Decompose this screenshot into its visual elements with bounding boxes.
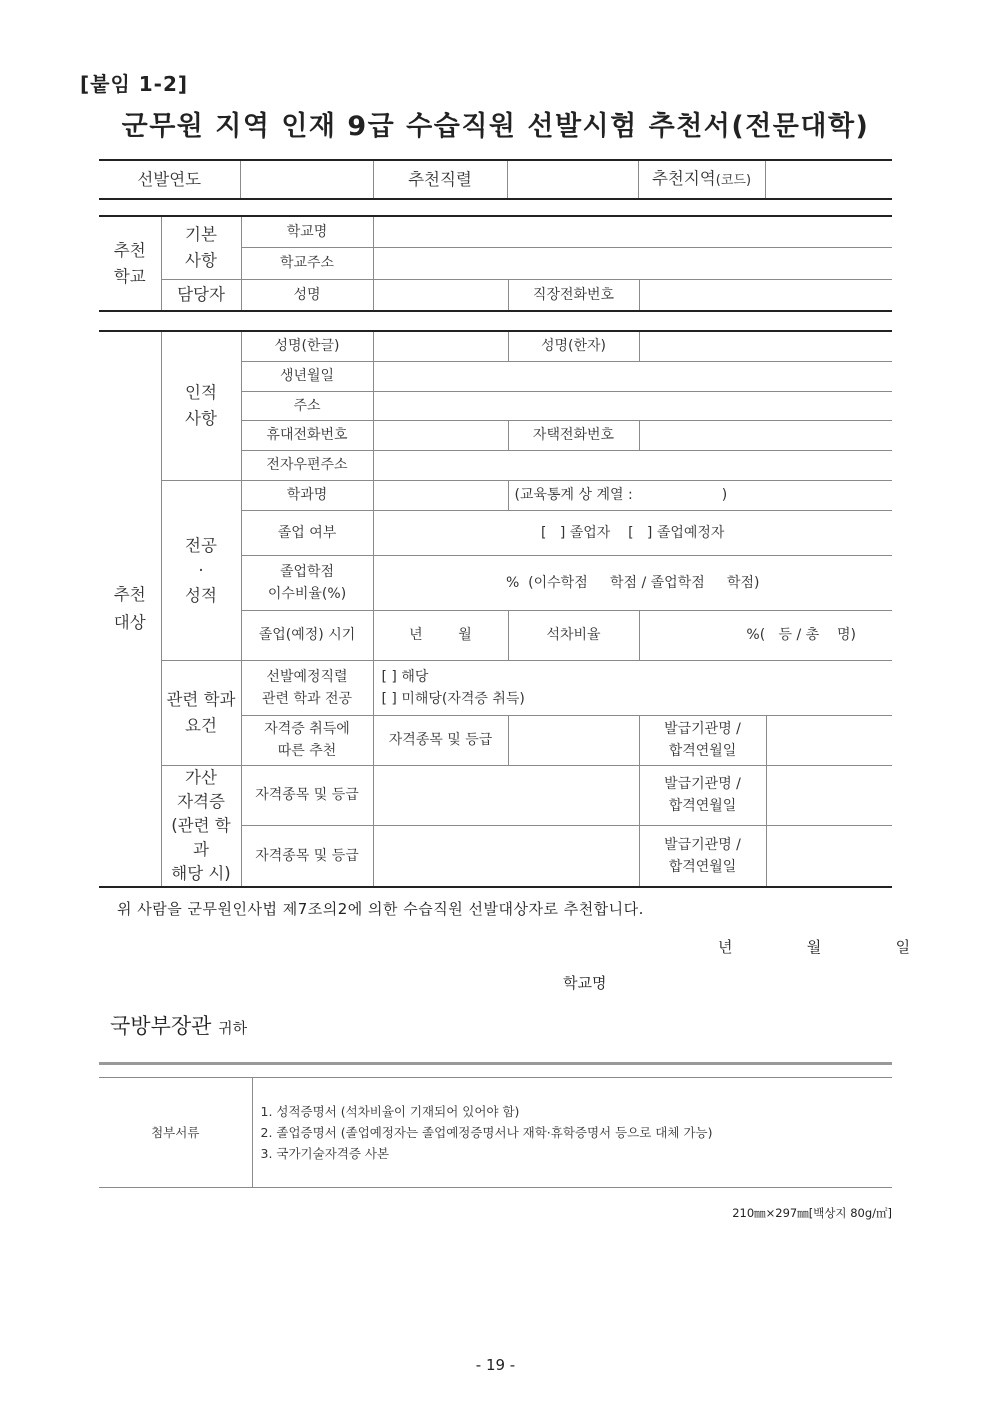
home-phone-field[interactable]: [639, 420, 892, 450]
contact-label: 담당자: [161, 279, 241, 311]
address-field[interactable]: [373, 391, 892, 420]
basic-info-label: 기본 사항: [161, 216, 241, 279]
bonus-cert-type-label-1: 자격종목 및 등급: [241, 765, 373, 826]
attachments-table: [99, 1077, 892, 1188]
cert-type-field[interactable]: [508, 715, 639, 765]
page-number: - 19 -: [475, 1356, 516, 1374]
mobile-field[interactable]: [373, 420, 508, 450]
bonus-issuer-label-2: 발급기관명 / 합격연월일: [639, 826, 766, 887]
bonus-cert-type-field-2[interactable]: [373, 826, 639, 887]
bonus-issuer-field-2[interactable]: [766, 826, 892, 887]
school-name-sign: 학교명: [563, 974, 607, 992]
job-series-label: 추천직렬: [373, 160, 507, 199]
bonus-cert-label: 가산 자격증 (관련 학과 해당 시): [161, 765, 241, 887]
attachment-item: 2. 졸업증명서 (졸업예정자는 졸업예정증명서나 재학·휴학증명서 등으로 대체 가능): [260, 1125, 713, 1140]
graduation-label: 졸업 여부: [241, 510, 373, 555]
bonus-issuer-label-1: 발급기관명 / 합격연월일: [639, 765, 766, 826]
school-address-label: 학교주소: [241, 247, 373, 279]
personal-info-label: 인적 사항: [161, 331, 241, 480]
school-name-field[interactable]: [373, 216, 892, 247]
office-phone-field[interactable]: [639, 279, 892, 311]
graduation-timing-label: 졸업(예정) 시기: [241, 610, 373, 660]
recommendation-sentence: 위 사람을 군무원인사법 제7조의2에 의한 수습직원 선발대상자로 추천합니다.: [117, 900, 644, 918]
dept-field[interactable]: [373, 480, 508, 510]
recipient: 국방부장관 귀하: [110, 1014, 248, 1038]
job-series-field[interactable]: [507, 160, 638, 199]
dept-category-note: (교육통계 상 계열 : ): [508, 480, 892, 510]
document-title: 군무원 지역 인재 9급 수습직원 선발시험 추천서(전문대학): [121, 111, 870, 142]
year-label: 선발연도: [99, 160, 240, 199]
rank-ratio-label: 석차비율: [508, 610, 639, 660]
bonus-cert-type-label-2: 자격종목 및 등급: [241, 826, 373, 887]
region-label: 추천지역(코드): [638, 160, 765, 199]
attachments-label: 첨부서류: [99, 1078, 252, 1188]
target-group-label: 추천 대상: [99, 331, 161, 887]
graduation-options[interactable]: [ ] 졸업자 [ ] 졸업예정자: [373, 510, 892, 555]
related-major-options[interactable]: [ ] 해당 [ ] 미해당(자격증 취득): [373, 660, 892, 715]
issuer-label: 발급기관명 / 합격연월일: [639, 715, 766, 765]
birth-label: 생년월일: [241, 361, 373, 391]
mobile-label: 휴대전화번호: [241, 420, 373, 450]
credit-ratio-field[interactable]: % (이수학점 학점 / 졸업학점 학점): [373, 555, 892, 610]
issuer-field[interactable]: [766, 715, 892, 765]
name-korean-field[interactable]: [373, 331, 508, 361]
school-name-label: 학교명: [241, 216, 373, 247]
divider-line: [99, 1062, 892, 1065]
header-table: [99, 159, 892, 200]
dept-label: 학과명: [241, 480, 373, 510]
date-line: 년 월 일: [718, 938, 911, 956]
graduation-timing-field[interactable]: 년 월: [373, 610, 508, 660]
year-field[interactable]: [240, 160, 373, 199]
attachments-list: [252, 1078, 892, 1188]
credit-ratio-label: 졸업학점 이수비율(%): [241, 555, 373, 610]
school-group-label: 추천 학교: [99, 216, 161, 311]
attachment-item: 3. 국가기술자격증 사본: [260, 1146, 390, 1161]
bonus-issuer-field-1[interactable]: [766, 765, 892, 826]
email-label: 전자우편주소: [241, 450, 373, 480]
school-address-field[interactable]: [373, 247, 892, 279]
home-phone-label: 자택전화번호: [508, 420, 639, 450]
address-label: 주소: [241, 391, 373, 420]
birth-field[interactable]: [373, 361, 892, 391]
region-field[interactable]: [765, 160, 892, 199]
name-korean-label: 성명(한글): [241, 331, 373, 361]
target-table: [99, 330, 892, 888]
rank-ratio-field[interactable]: %( 등 / 총 명): [639, 610, 892, 660]
office-phone-label: 직장전화번호: [508, 279, 639, 311]
contact-name-label: 성명: [241, 279, 373, 311]
paper-spec: 210㎜×297㎜[백상지 80g/㎡]: [732, 1206, 892, 1220]
cert-recommendation-label: 자격증 취득에 따른 추천: [241, 715, 373, 765]
bonus-cert-type-field-1[interactable]: [373, 765, 639, 826]
cert-type-label: 자격종목 및 등급: [373, 715, 508, 765]
name-hanja-label: 성명(한자): [508, 331, 639, 361]
related-job-major-label: 선발예정직렬 관련 학과 전공: [241, 660, 373, 715]
major-grade-label: 전공 · 성적: [161, 480, 241, 660]
attachment-item: 1. 성적증명서 (석차비율이 기재되어 있어야 함): [260, 1104, 520, 1119]
name-hanja-field[interactable]: [639, 331, 892, 361]
contact-name-field[interactable]: [373, 279, 508, 311]
school-table: [99, 215, 892, 312]
related-major-label: 관련 학과 요건: [161, 660, 241, 765]
email-field[interactable]: [373, 450, 892, 480]
attachment-label: [붙임 1-2]: [80, 72, 189, 96]
